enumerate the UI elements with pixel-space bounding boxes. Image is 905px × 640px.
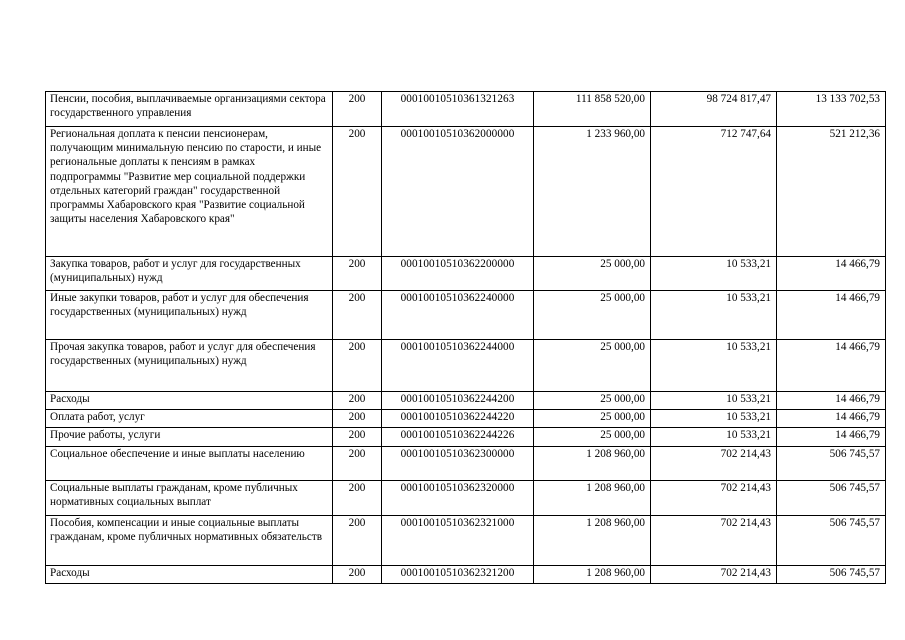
row-remaining: 14 466,79 (777, 392, 886, 410)
row-remaining: 506 745,57 (777, 565, 886, 583)
row-remaining: 14 466,79 (777, 291, 886, 340)
table-row (46, 446, 886, 480)
table-row (46, 257, 886, 291)
row-name: Оплата работ, услуг (46, 410, 333, 428)
row-executed: 712 747,64 (651, 127, 777, 257)
row-approved: 25 000,00 (534, 410, 651, 428)
row-remaining: 14 466,79 (777, 340, 886, 392)
row-name: Прочие работы, услуги (46, 428, 333, 446)
row-name: Региональная доплата к пенсии пенсионерам, получающим минимальную пенсию по старости, и иные региональные доплаты к пенсиям в рамках подпрограммы "Развитие мер социальной поддержки отдельных категорий граждан" государственной программы Хабаровского края "Развитие социальной защиты населения Хабаровского края" (46, 127, 333, 257)
row-code: 200 (333, 446, 382, 480)
row-approved: 25 000,00 (534, 291, 651, 340)
budget-execution-table (45, 91, 886, 584)
row-remaining: 13 133 702,53 (777, 92, 886, 127)
row-remaining: 14 466,79 (777, 428, 886, 446)
table-row (46, 428, 886, 446)
row-name: Расходы (46, 565, 333, 583)
row-approved: 1 208 960,00 (534, 515, 651, 565)
row-remaining: 506 745,57 (777, 515, 886, 565)
row-kbk: 00010010510362244000 (382, 340, 534, 392)
row-code: 200 (333, 565, 382, 583)
row-executed: 10 533,21 (651, 257, 777, 291)
row-approved: 111 858 520,00 (534, 92, 651, 127)
row-executed: 702 214,43 (651, 515, 777, 565)
row-kbk: 00010010510362200000 (382, 257, 534, 291)
row-code: 200 (333, 515, 382, 565)
table-row (46, 92, 886, 127)
row-kbk: 00010010510362321200 (382, 565, 534, 583)
row-code: 200 (333, 92, 382, 127)
row-approved: 25 000,00 (534, 257, 651, 291)
row-code: 200 (333, 257, 382, 291)
row-executed: 702 214,43 (651, 480, 777, 515)
row-executed: 702 214,43 (651, 446, 777, 480)
row-approved: 25 000,00 (534, 392, 651, 410)
row-name: Расходы (46, 392, 333, 410)
table-row (46, 410, 886, 428)
table-row (46, 480, 886, 515)
row-kbk: 00010010510361321263 (382, 92, 534, 127)
row-code: 200 (333, 480, 382, 515)
row-approved: 25 000,00 (534, 340, 651, 392)
row-name: Пенсии, пособия, выплачиваемые организациями сектора государственного управления (46, 92, 333, 127)
row-kbk: 00010010510362244220 (382, 410, 534, 428)
row-code: 200 (333, 410, 382, 428)
row-code: 200 (333, 127, 382, 257)
row-executed: 10 533,21 (651, 428, 777, 446)
row-remaining: 14 466,79 (777, 410, 886, 428)
row-approved: 1 208 960,00 (534, 565, 651, 583)
table-body (46, 92, 886, 584)
row-remaining: 506 745,57 (777, 480, 886, 515)
row-name: Закупка товаров, работ и услуг для государственных (муниципальных) нужд (46, 257, 333, 291)
row-approved: 1 233 960,00 (534, 127, 651, 257)
row-executed: 10 533,21 (651, 291, 777, 340)
table-row (46, 515, 886, 565)
row-executed: 10 533,21 (651, 340, 777, 392)
row-name: Социальное обеспечение и иные выплаты населению (46, 446, 333, 480)
row-executed: 702 214,43 (651, 565, 777, 583)
row-code: 200 (333, 428, 382, 446)
row-code: 200 (333, 291, 382, 340)
table-row (46, 565, 886, 583)
row-code: 200 (333, 340, 382, 392)
row-approved: 1 208 960,00 (534, 446, 651, 480)
row-approved: 25 000,00 (534, 428, 651, 446)
row-remaining: 521 212,36 (777, 127, 886, 257)
row-remaining: 506 745,57 (777, 446, 886, 480)
table-row (46, 392, 886, 410)
row-kbk: 00010010510362240000 (382, 291, 534, 340)
row-kbk: 00010010510362320000 (382, 480, 534, 515)
row-name: Социальные выплаты гражданам, кроме публичных нормативных социальных выплат (46, 480, 333, 515)
row-kbk: 00010010510362244226 (382, 428, 534, 446)
row-kbk: 00010010510362244200 (382, 392, 534, 410)
row-approved: 1 208 960,00 (534, 480, 651, 515)
row-kbk: 00010010510362321000 (382, 515, 534, 565)
row-name: Прочая закупка товаров, работ и услуг для обеспечения государственных (муниципальных) нужд (46, 340, 333, 392)
row-code: 200 (333, 392, 382, 410)
row-executed: 98 724 817,47 (651, 92, 777, 127)
table-row (46, 340, 886, 392)
row-executed: 10 533,21 (651, 392, 777, 410)
row-remaining: 14 466,79 (777, 257, 886, 291)
row-name: Иные закупки товаров, работ и услуг для обеспечения государственных (муниципальных) нужд (46, 291, 333, 340)
row-kbk: 00010010510362300000 (382, 446, 534, 480)
row-executed: 10 533,21 (651, 410, 777, 428)
row-name: Пособия, компенсации и иные социальные выплаты гражданам, кроме публичных нормативных обязательств (46, 515, 333, 565)
table-row (46, 291, 886, 340)
table-row (46, 127, 886, 257)
row-kbk: 00010010510362000000 (382, 127, 534, 257)
